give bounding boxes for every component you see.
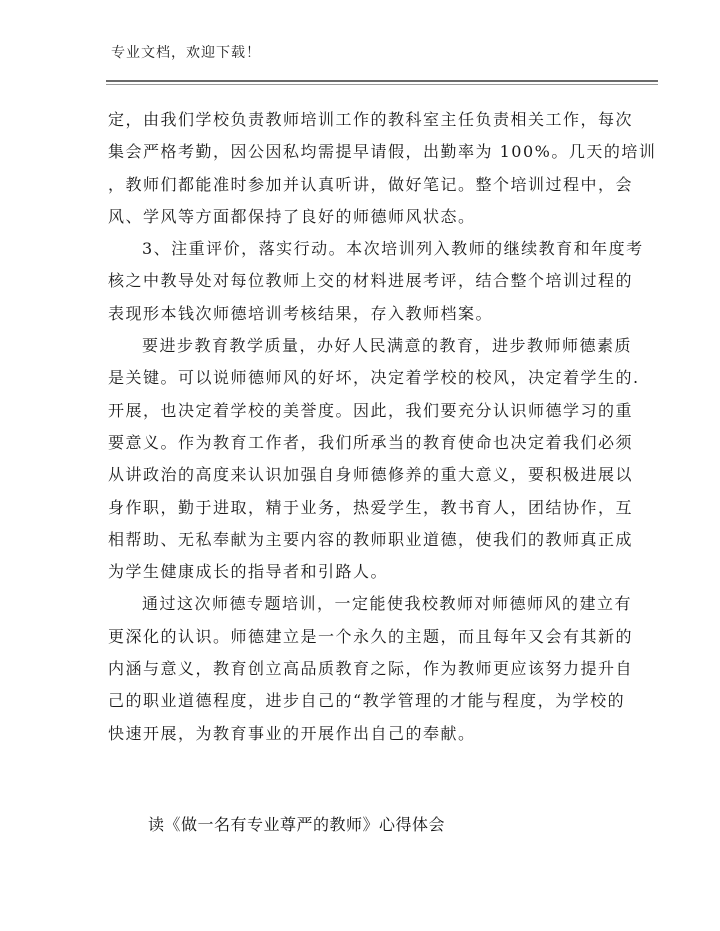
paragraph-line: 为学生健康成长的指导者和引路人。 bbox=[108, 562, 389, 582]
paragraph-line: 表现形本钱次师德培训考核结果，存入教师档案。 bbox=[108, 303, 494, 323]
page-header: 专业文档，欢迎下载！ bbox=[111, 45, 261, 61]
paragraph-line: 3、注重评价，落实行动。本次培训列入教师的继续教育和年度考 bbox=[142, 239, 644, 259]
paragraph-line: 从讲政治的高度来认识加强自身师德修养的重大意义，要积极进展以 bbox=[108, 465, 634, 485]
document-body bbox=[108, 104, 657, 750]
paragraph-line: 快速开展，为教育事业的开展作出自己的奉献。 bbox=[108, 723, 476, 743]
paragraph-line: 风、学风等方面都保持了良好的师德师风状态。 bbox=[108, 206, 476, 226]
paragraph-line: 身作职，勤于进取，精于业务，热爱学生，教书育人，团结协作，互 bbox=[108, 497, 634, 517]
paragraph-line: 内涵与意义，教育创立高品质教育之际，作为教师更应该努力提升自 bbox=[108, 659, 634, 679]
section-heading: 读《做一名有专业尊严的教师》心得体会 bbox=[148, 815, 446, 834]
paragraph-line: 相帮助、无私奉献为主要内容的教师职业道德，使我们的教师真正成 bbox=[108, 529, 634, 549]
paragraph-line: 己的职业道德程度，进步自己的“教学管理的才能与程度，为学校的 bbox=[108, 691, 626, 711]
paragraph-line: 定，由我们学校负责教师培训工作的教科室主任负责相关工作，每次 bbox=[108, 110, 634, 129]
header-divider-thin bbox=[106, 84, 658, 85]
header-divider bbox=[106, 80, 658, 82]
paragraph-line: ，教师们都能准时参加并认真听讲，做好笔记。整个培训过程中，会 bbox=[108, 174, 634, 194]
paragraph-line: 更深化的认识。师德建立是一个永久的主题，而且每年又会有其新的 bbox=[108, 626, 634, 646]
paragraph-line: 要意义。作为教育工作者，我们所承当的教育使命也决定着我们必须 bbox=[108, 432, 634, 452]
paragraph-line: 集会严格考勤，因公因私均需提早请假，出勤率为 100%。几天的培训 bbox=[108, 142, 657, 162]
paragraph-line: 开展，也决定着学校的美誉度。因此，我们要充分认识师德学习的重 bbox=[108, 400, 634, 420]
paragraph-line: 核之中教导处对每位教师上交的材料进展考评，结合整个培训过程的 bbox=[108, 271, 634, 291]
paragraph-line: 要进步教育教学质量，办好人民满意的教育，进步教师师德素质 bbox=[142, 336, 633, 356]
paragraph-line: 通过这次师德专题培训，一定能使我校教师对师德师风的建立有 bbox=[142, 594, 633, 614]
paragraph-line: 是关键。可以说师德师风的好坏，决定着学校的校风，决定着学生的. bbox=[108, 368, 640, 388]
